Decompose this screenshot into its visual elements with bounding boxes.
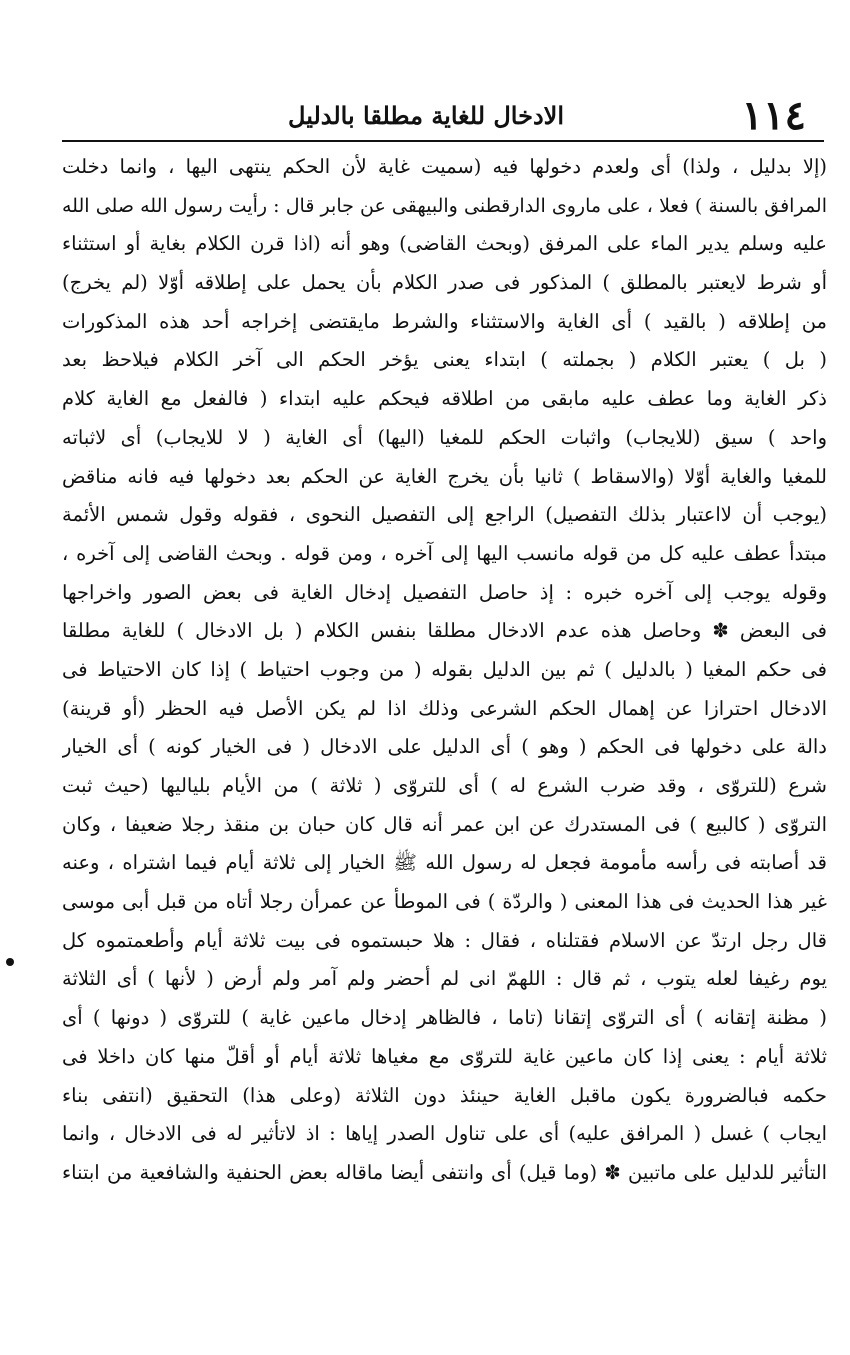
text-line: عليه وسلم يدير الماء على المرفق (وبحث القاضى) وهو أنه (اذا قرن الكلام بغاية أو استثناء (62, 232, 827, 256)
text-line: من إطلاقه ( بالقيد ) أى الغاية والاستثناء والشرط مايقتضى إخراجه أحد هذه المذكورات (62, 309, 827, 333)
running-title: الادخال للغاية مطلقا بالدليل (288, 101, 564, 130)
text-line: (إلا بدليل ، ولذا) أى ولعدم دخولها فيه (سميت غاية لأن الحكم ينتهى اليها ، وانما دخلت (62, 155, 827, 178)
text-line: مبتدأ عطف عليه كل من قوله مانسب اليها إلى آخره ، ومن قوله . وبحث القاضى إلى آخره ، (62, 541, 827, 565)
page-number: ١١٤ (741, 92, 806, 139)
text-line: واحد ) سيق (للايجاب) واثبات الحكم للمغيا (اليها) أى الغاية ( لا للايجاب) أى لاثباته (62, 425, 827, 449)
text-line: يوم رغيفا لعله يتوب ، ثم قال : اللهمّ انى لم أحضر ولم آمر ولم أرض ( لأنها ) أى الثلاثة (62, 967, 827, 991)
text-line: (يوجب أن لااعتبار بذلك التفصيل) الراجع إلى التفصيل النحوى ، فقوله وقول شمس الأئمة (62, 503, 827, 527)
text-line: أو شرط لايعتبر بالمطلق ) المذكور فى صدر الكلام بأن يحمل على إطلاقه أوّلا (لم يخرج) (62, 271, 827, 295)
text-line: وقوله يوجب إلى آخره خبره : إذ حاصل التفصيل إدخال الغاية فى بعض الصور واخراجها (62, 580, 827, 604)
text-line: الادخال احترازا عن إهمال الحكم الشرعى وذلك اذا لم يكن الأصل فيه الحظر (أو قرينة) (62, 696, 827, 720)
margin-mark (6, 958, 14, 966)
text-line: ذكر الغاية وما عطف عليه مابقى من اطلاقه فيحكم عليه ابتداء ( فالفعل مع الغاية كلام (62, 387, 827, 411)
text-line: ( مظنة إتقانه ) أى التروّى إتقانا (تاما ، فالظاهر إدخال ماعين غاية ) للتروّى ( دونها ) أى (62, 1006, 827, 1030)
text-line: التروّى ( كالبيع ) فى المستدرك عن ابن عمر أنه قال كان حبان بن منقذ رجلا ضعيفا ، وكان (62, 812, 827, 836)
header-rule (62, 140, 824, 142)
text-line: المرافق بالسنة ) فعلا ، على ماروى الدارقطنى والبيهقى عن جابر قال : رأيت رسول الله صلى الله (62, 194, 827, 217)
body-text (62, 148, 827, 1328)
text-line: فى البعض ✽ وحاصل هذه عدم الادخال مطلقا بنفس الكلام ( بل الادخال ) للغاية مطلقا (62, 619, 827, 643)
text-line: قد أصابته فى رأسه مأمومة فجعل له رسول الله ﷺ الخيار إلى ثلاثة أيام فيما اشتراه ، وعنه (62, 851, 827, 875)
text-line: ثلاثة أيام : يعنى إذا كان ماعين غاية للتروّى مع مغياها ثلاثة أيام أو أقلّ منها كان داخلا فى (62, 1044, 827, 1068)
text-line: قال رجل ارتدّ عن الاسلام فقتلناه ، فقال : هلا حبستموه فى بيت ثلاثة أيام وأطعمتموه كل (62, 928, 827, 952)
text-line: فى حكم المغيا ( بالدليل ) ثم بين الدليل بقوله ( من وجوب احتياط ) إذا كان الاحتياط فى (62, 657, 827, 681)
text-line: التأثير للدليل على ماتبين ✽ (وما قيل) أى وانتفى أيضا ماقاله بعض الحنفية والشافعية من ابتناء (62, 1160, 827, 1184)
text-line: للمغيا والغاية أوّلا (والاسقاط ) ثانيا بأن يخرج الغاية عن الحكم بعد دخولها فيه فانه مناقض (62, 464, 827, 488)
text-line: غير هذا الحديث فى هذا المعنى ( والردّة ) فى الموطأ عن عمرأن رجلا أتاه من قبل أبى موسى (62, 890, 827, 914)
page-header (62, 92, 824, 139)
text-line: حكمه فبالضرورة يكون ماقبل الغاية حينئذ دون الثلاثة (وعلى هذا) التحقيق (انتفى بناء (62, 1083, 827, 1107)
text-line: ( بل ) يعتبر الكلام ( بجملته ) ابتداء يعنى يؤخر الحكم الى آخر الكلام فيلاحظ بعد (62, 348, 827, 372)
text-line: ايجاب ) غسل ( المرافق عليه) أى على تناول الصدر إياها : اذ لاتأثير له فى الادخال ، وانما (62, 1122, 827, 1146)
text-line: دالة على دخولها فى الحكم ( وهو ) أى الدليل على الادخال ( فى الخيار كونه ) أى الخيار (62, 735, 827, 759)
text-line: شرع (للتروّى ، وقد ضرب الشرع له ) أى للتروّى ( ثلاثة ) من الأيام بلياليها (حيث ثبت (62, 774, 827, 797)
